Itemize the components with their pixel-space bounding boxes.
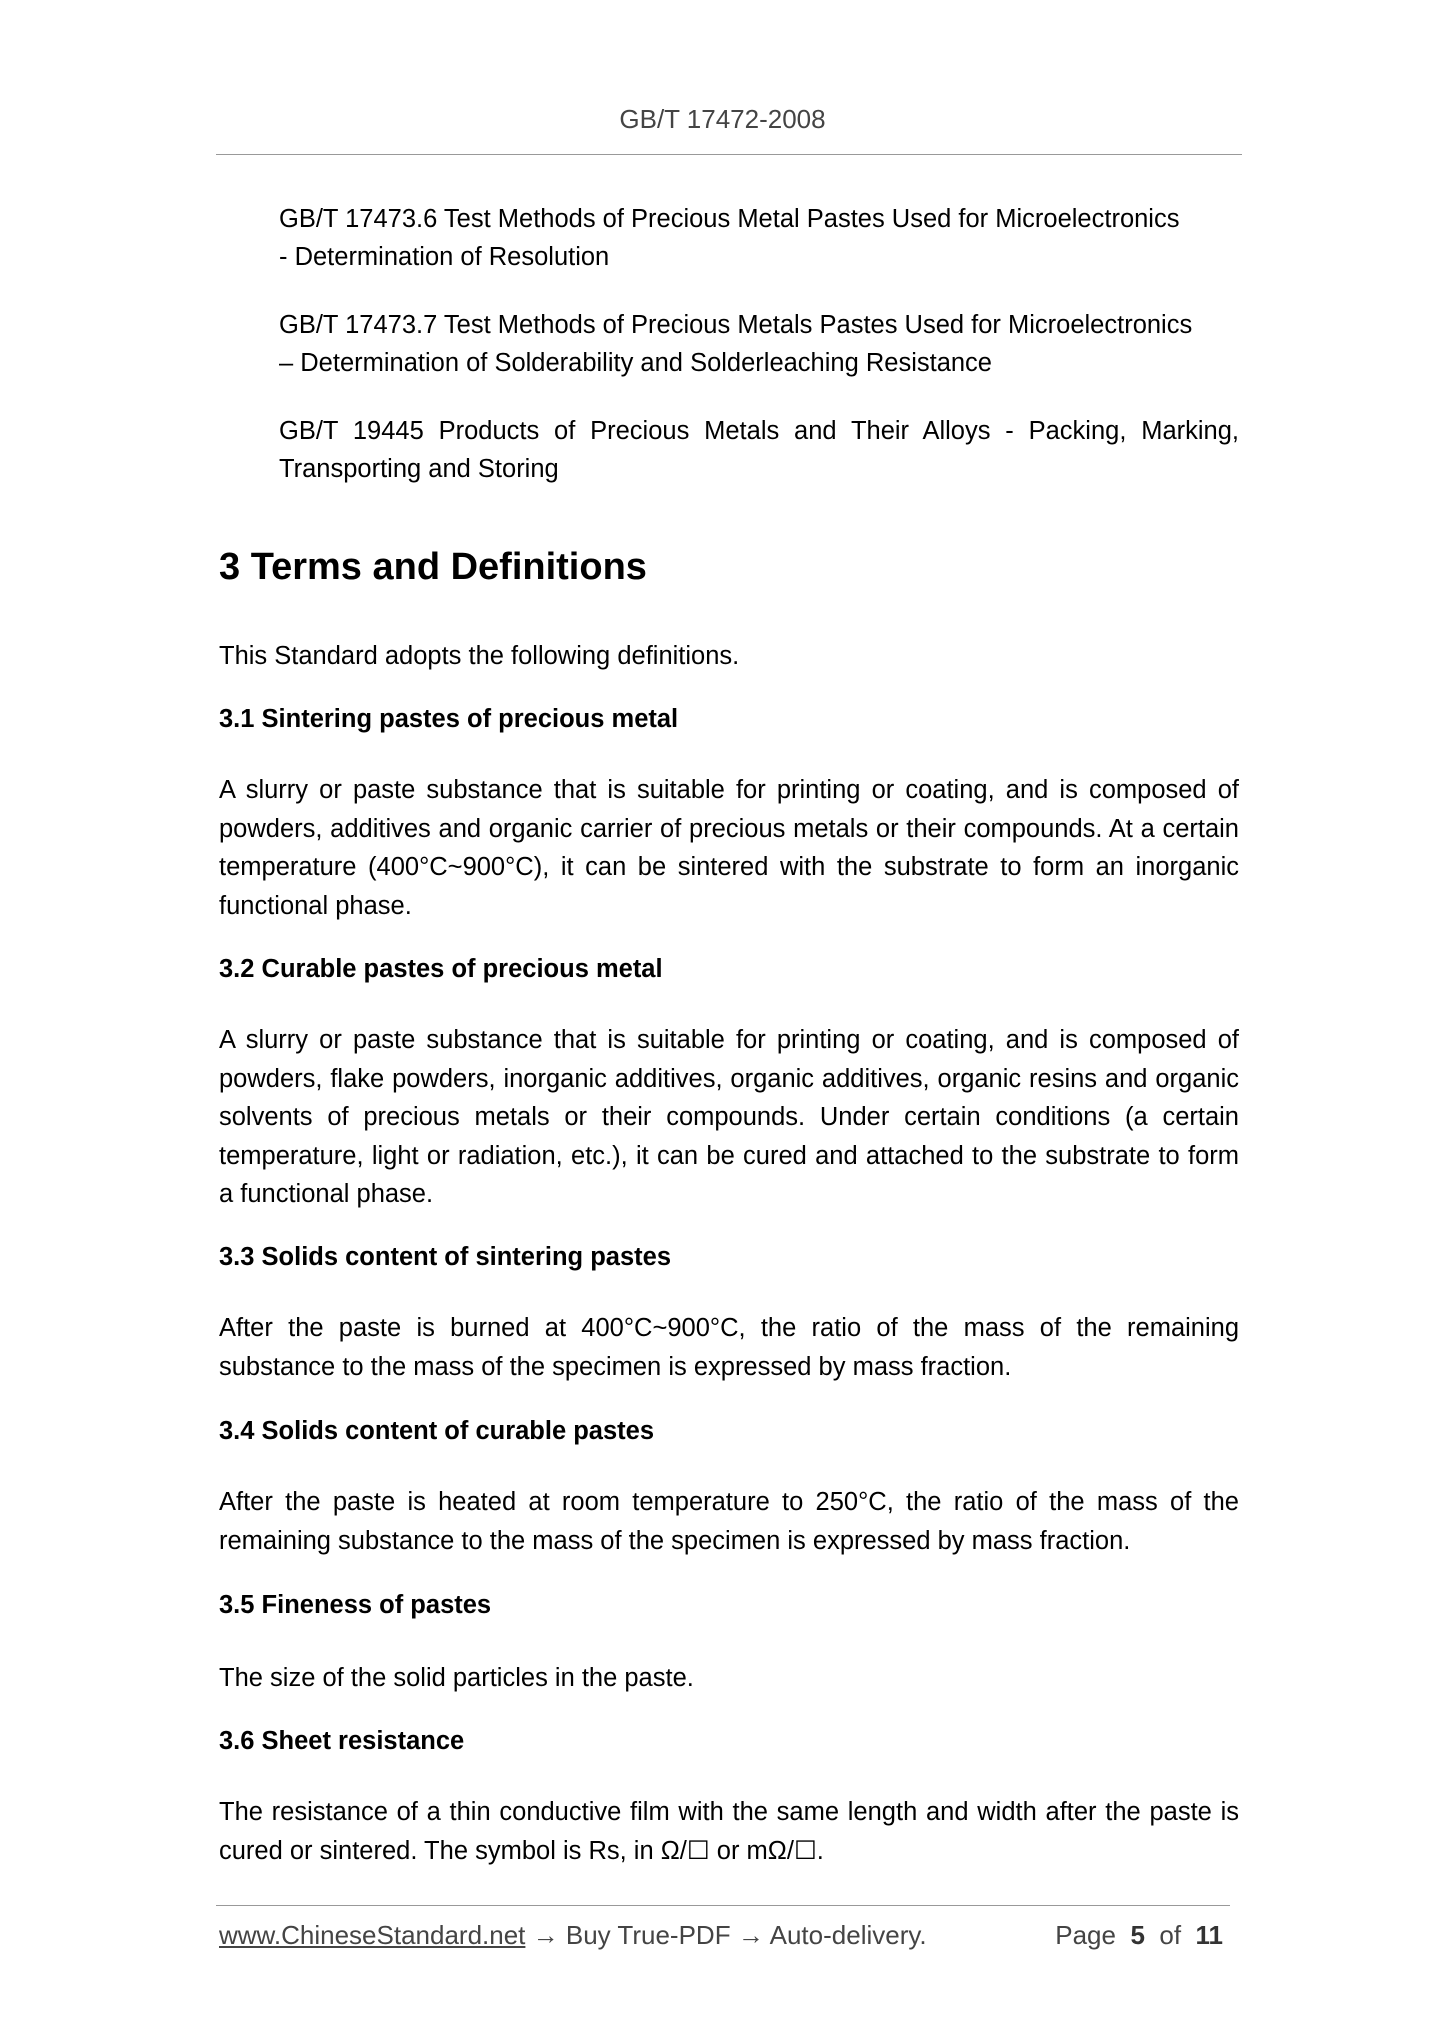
page-header-title: GB/T 17472-2008: [619, 104, 826, 134]
of-label: of: [1159, 1920, 1182, 1950]
reference-line: GB/T 19445 Products of Precious Metals and Their Alloys - Packing, Marking,: [279, 417, 1239, 445]
term-heading: 3.3 Solids content of sintering pastes: [219, 1243, 672, 1271]
page-indicator: [1055, 1920, 1223, 1951]
reference-item: [279, 306, 1239, 382]
term-body: A slurry or paste substance that is suitable for printing or coating, and is composed of powders, additives and organic carrier of precious metals or their compounds. At a certain temperature (400°C~900°C), it can be sintered with the substrate to form an inorganic functional phase.: [219, 776, 1239, 920]
reference-item: [279, 200, 1239, 276]
section-title: 3 Terms and Definitions: [219, 546, 647, 588]
current-page: 5: [1130, 1920, 1145, 1950]
term-body: The resistance of a thin conductive film with the same length and width after the paste is cured or sintered. The symbol is Rs, in Ω/☐ or mΩ/☐.: [219, 1798, 1239, 1865]
arrow-icon: →: [532, 1920, 559, 1950]
page-label: Page: [1055, 1920, 1116, 1950]
term-heading: 3.5 Fineness of pastes: [219, 1591, 492, 1619]
header-divider: [216, 154, 1242, 155]
term-heading: 3.4 Solids content of curable pastes: [219, 1417, 655, 1445]
footer-delivery-text: Auto-delivery.: [769, 1920, 927, 1950]
footer-buy-text: Buy True-PDF: [565, 1920, 731, 1950]
footer-site-link[interactable]: www.ChineseStandard.net: [219, 1920, 526, 1950]
term-body: After the paste is heated at room temperature to 250°C, the ratio of the mass of the remaining substance to the mass of the specimen is expressed by mass fraction.: [219, 1488, 1239, 1555]
section-intro: This Standard adopts the following definitions.: [219, 642, 740, 670]
reference-item: [279, 412, 1239, 488]
total-pages: 11: [1195, 1920, 1223, 1950]
footer-divider: [216, 1905, 1230, 1906]
arrow-icon: →: [737, 1920, 764, 1950]
reference-line: - Determination of Resolution: [279, 243, 610, 271]
reference-line: – Determination of Solderability and Solderleaching Resistance: [279, 349, 992, 377]
reference-line: GB/T 17473.7 Test Methods of Precious Metals Pastes Used for Microelectronics: [279, 311, 1193, 339]
term-body: A slurry or paste substance that is suitable for printing or coating, and is composed of powders, flake powders, inorganic additives, organic additives, organic resins and organic solvents of precious metals or their compounds. Under certain conditions (a certain temperature, light or radiation, etc.), it can be cured and attached to the substrate to form a functional phase.: [219, 1026, 1239, 1208]
term-heading: 3.1 Sintering pastes of precious metal: [219, 705, 679, 733]
term-body: The size of the solid particles in the paste.: [219, 1664, 694, 1692]
footer-promo: [219, 1920, 927, 1951]
term-body: After the paste is burned at 400°C~900°C, the ratio of the mass of the remaining substance to the mass of the specimen is expressed by mass fraction.: [219, 1314, 1239, 1381]
reference-line: GB/T 17473.6 Test Methods of Precious Metal Pastes Used for Microelectronics: [279, 205, 1180, 233]
term-heading: 3.2 Curable pastes of precious metal: [219, 955, 663, 983]
reference-line: Transporting and Storing: [279, 455, 559, 483]
term-heading: 3.6 Sheet resistance: [219, 1727, 465, 1755]
